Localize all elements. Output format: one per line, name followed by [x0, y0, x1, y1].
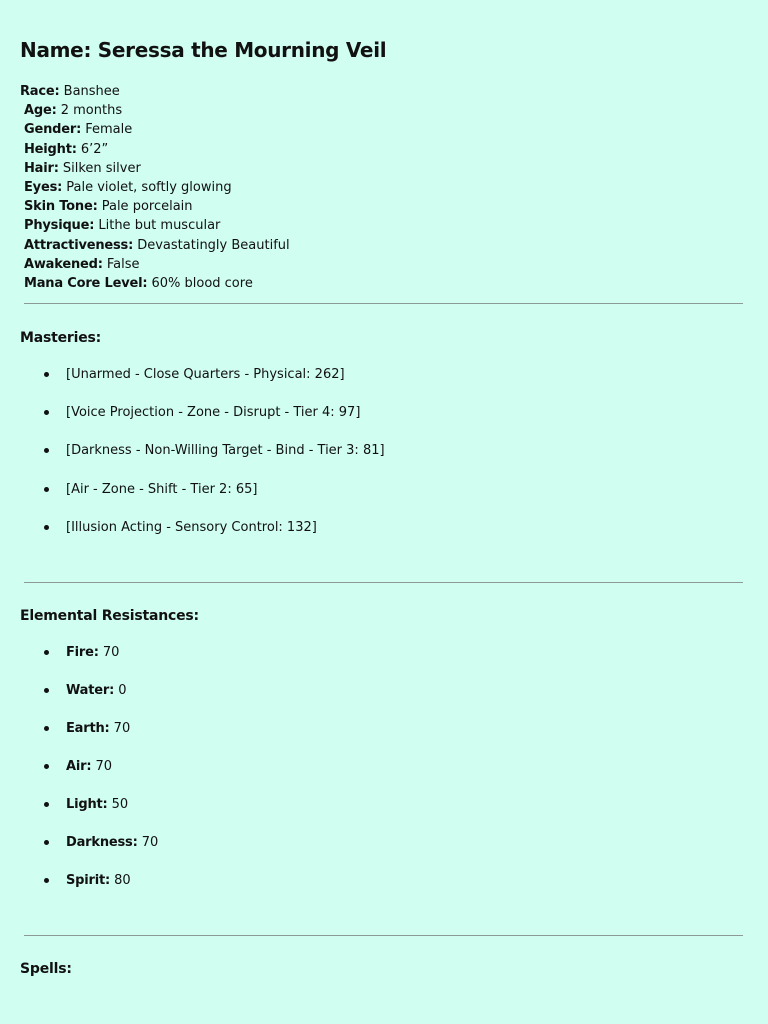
stat-awakened: [20, 255, 290, 274]
mastery-item: [Air - Zone - Shift - Tier 2: 65]: [0, 480, 385, 518]
masteries-heading: Masteries:: [20, 330, 102, 346]
stat-label: Height:: [24, 141, 77, 157]
stat-label: Race:: [20, 84, 60, 99]
stat-value: 6’2”: [76, 141, 109, 157]
stat-gender: [20, 120, 290, 139]
stat-height: [20, 140, 290, 159]
stat-value: 2 months: [56, 103, 123, 119]
stat-label: Eyes:: [24, 179, 63, 195]
stat-value: Pale porcelain: [97, 199, 193, 215]
section-divider: [24, 582, 743, 583]
stat-value: Silken silver: [58, 160, 141, 176]
page-title: Name: Seressa the Mourning Veil: [20, 38, 387, 62]
stat-value: 60% blood core: [147, 275, 253, 291]
stat-label: Skin Tone:: [24, 199, 98, 215]
resistance-darkness: [0, 833, 158, 871]
resistance-label: Water:: [66, 683, 115, 698]
section-divider: [24, 303, 743, 304]
resistance-fire: [0, 643, 158, 681]
stat-label: Age:: [24, 103, 57, 119]
elemental-resistances-list: [0, 643, 158, 909]
stat-value: Pale violet, softly glowing: [62, 179, 232, 195]
stat-label: Mana Core Level:: [24, 275, 148, 291]
stat-race: [20, 82, 290, 101]
mastery-item: [Unarmed - Close Quarters - Physical: 262]: [0, 365, 385, 403]
stat-attractiveness: [20, 236, 290, 255]
resistance-earth: [0, 719, 158, 757]
mastery-item: [Darkness - Non-Willing Target - Bind - Tier 3: 81]: [0, 441, 385, 479]
stat-label: Hair:: [24, 160, 59, 176]
resistance-label: Darkness:: [66, 835, 138, 850]
resistance-label: Spirit:: [66, 873, 111, 888]
resistance-air: [0, 757, 158, 795]
resistance-value: 80: [110, 873, 131, 888]
resistance-label: Light:: [66, 797, 108, 812]
stat-label: Attractiveness:: [24, 237, 134, 253]
resistance-water: [0, 681, 158, 719]
resistance-light: [0, 795, 158, 833]
resistance-value: 0: [114, 683, 127, 698]
section-divider: [24, 935, 743, 936]
stat-skin-tone: [20, 197, 290, 216]
stat-label: Awakened:: [24, 256, 103, 272]
stat-value: Banshee: [59, 84, 120, 99]
resistance-value: 70: [137, 835, 159, 850]
masteries-list: [0, 365, 385, 556]
resistance-value: 70: [109, 721, 131, 736]
stat-label: Gender:: [24, 122, 82, 138]
resistance-value: 70: [91, 759, 113, 774]
stat-eyes: [20, 178, 290, 197]
mastery-item: [Voice Projection - Zone - Disrupt - Tier 4: 97]: [0, 403, 385, 441]
stat-value: False: [102, 256, 140, 272]
stat-label: Physique:: [24, 218, 95, 234]
stat-mana-core-level: [20, 274, 290, 293]
stat-age: [20, 101, 290, 120]
stat-value: Lithe but muscular: [94, 218, 221, 234]
resistance-spirit: [0, 871, 158, 909]
resistance-value: 50: [107, 797, 129, 812]
stat-physique: [20, 216, 290, 235]
stat-value: Devastatingly Beautiful: [133, 237, 290, 253]
resistance-label: Fire:: [66, 645, 99, 660]
character-stats: [20, 82, 290, 293]
elemental-resistances-heading: Elemental Resistances:: [20, 608, 199, 624]
resistance-label: Air:: [66, 759, 92, 774]
spells-heading: Spells:: [20, 961, 72, 977]
resistance-value: 70: [98, 645, 120, 660]
mastery-item: [Illusion Acting - Sensory Control: 132]: [0, 518, 385, 556]
stat-hair: [20, 159, 290, 178]
stat-value: Female: [81, 122, 133, 138]
resistance-label: Earth:: [66, 721, 110, 736]
